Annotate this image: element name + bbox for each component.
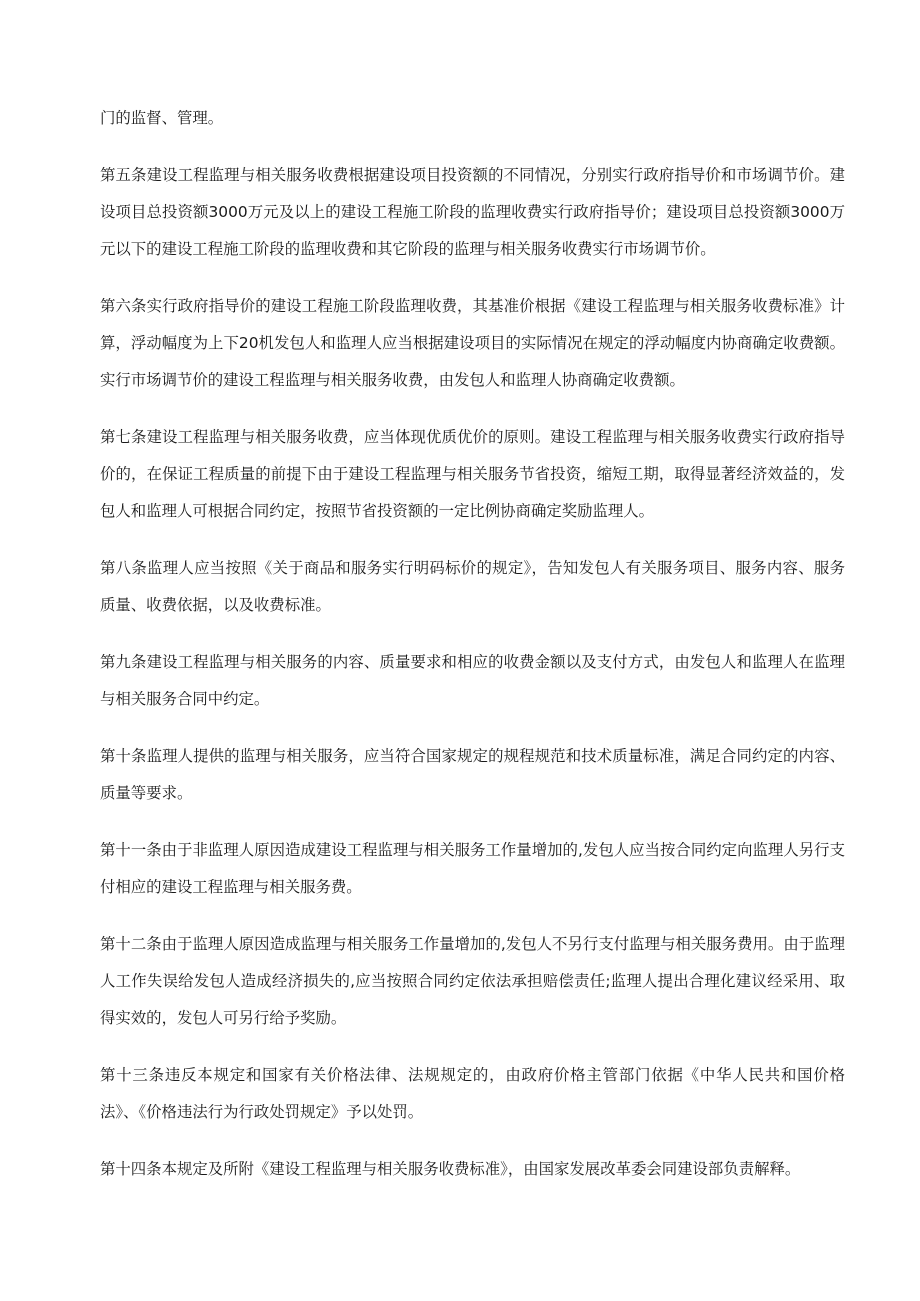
article-9: 第九条建设工程监理与相关服务的内容、质量要求和相应的收费金额以及支付方式，由发包人和监理人在监理与相关服务合同中约定。 — [100, 653, 845, 708]
article-6: 第六条实行政府指导价的建设工程施工阶段监理收费，其基准价根据《建设工程监理与相关服务收费标准》计算，浮动幅度为上下20机发包人和监理人应当根据建设项目的实际情况在规定的浮动幅度内协商确定收费额。实行市场调节价的建设工程监理与相关服务收费，由发包人和监理人协商确定收费额。 — [100, 297, 845, 389]
article-11: 第十一条由于非监理人原因造成建设工程监理与相关服务工作量增加的,发包人应当按合同约定向监理人另行支付相应的建设工程监理与相关服务费。 — [100, 841, 845, 896]
document-body — [100, 100, 845, 1208]
article-5: 第五条建设工程监理与相关服务收费根据建设项目投资额的不同情况，分别实行政府指导价和市场调节价。建设项目总投资额3000万元及以上的建设工程施工阶段的监理收费实行政府指导价；建设项目总投资额3000万元以下的建设工程施工阶段的监理收费和其它阶段的监理与相关服务收费实行市场调节价。 — [100, 166, 845, 258]
article-14: 第十四条本规定及所附《建设工程监理与相关服务收费标准》，由国家发展改革委会同建设部负责解释。 — [100, 1160, 801, 1178]
article-10: 第十条监理人提供的监理与相关服务，应当符合国家规定的规程规范和技术质量标准，满足合同约定的内容、质量等要求。 — [100, 747, 845, 802]
article-13: 第十三条违反本规定和国家有关价格法律、法规规定的，由政府价格主管部门依据《中华人民共和国价格法》、《价格违法行为行政处罚规定》予以处罚。 — [100, 1066, 845, 1121]
article-8: 第八条监理人应当按照《关于商品和服务实行明码标价的规定》，告知发包人有关服务项目、服务内容、服务质量、收费依据，以及收费标准。 — [100, 559, 845, 614]
article-7: 第七条建设工程监理与相关服务收费，应当体现优质优价的原则。建设工程监理与相关服务收费实行政府指导价的，在保证工程质量的前提下由于建设工程监理与相关服务节省投资，缩短工期，取得显著经济效益的，发包人和监理人可根据合同约定，按照节省投资额的一定比例协商确定奖励监理人。 — [100, 428, 845, 520]
paragraph-continuation: 门的监督、管理。 — [100, 109, 224, 127]
article-12: 第十二条由于监理人原因造成监理与相关服务工作量增加的,发包人不另行支付监理与相关服务费用。由于监理人工作失误给发包人造成经济损失的,应当按照合同约定依法承担赔偿责任;监理人提出合理化建议经采用、取得实效的，发包人可另行给予奖励。 — [100, 935, 845, 1027]
